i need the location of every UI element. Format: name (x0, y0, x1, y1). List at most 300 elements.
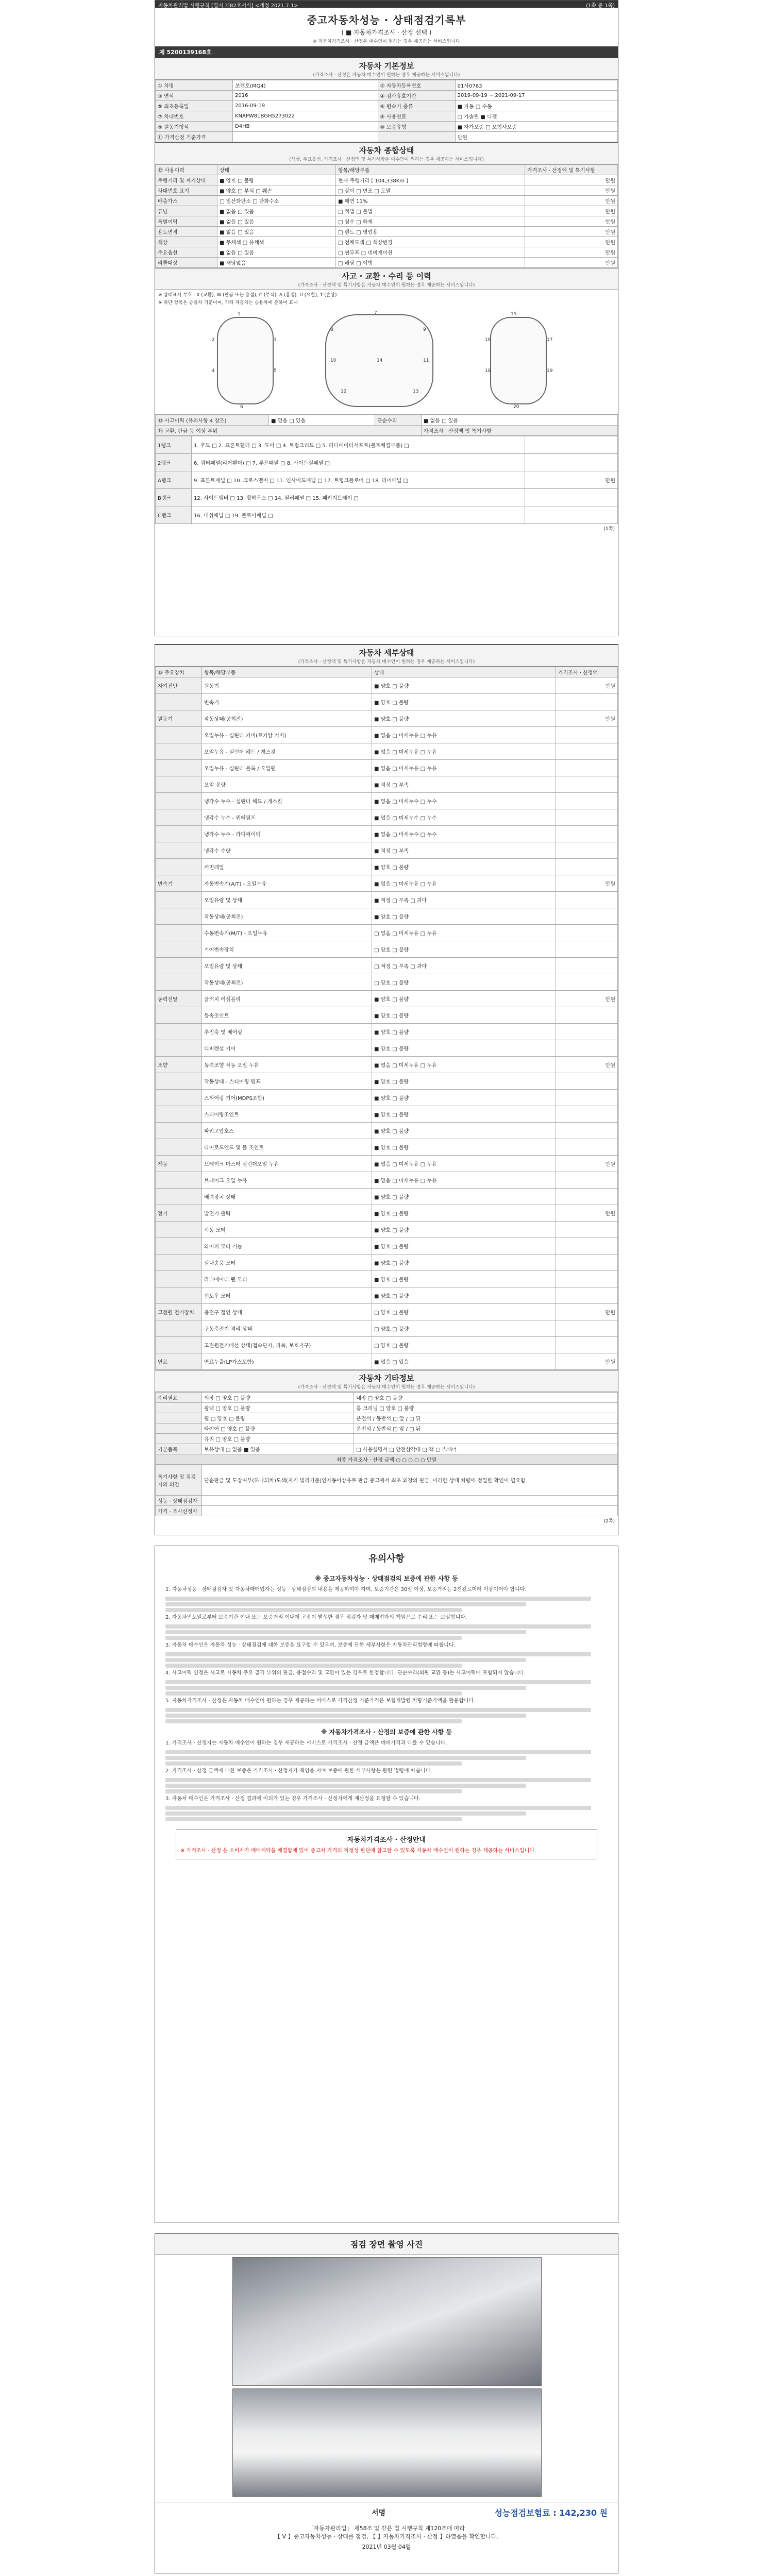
detail-state: ■ 양호 □ 불량 (372, 1205, 556, 1222)
basic-value-2: 만원 (455, 132, 617, 142)
detail-sheet (155, 644, 618, 1535)
inspector-value (202, 1496, 618, 1506)
detail-group: 제동 (156, 1156, 202, 1172)
diagram-number: 11 (423, 358, 429, 363)
basic-label-2: ④ 검사유효기간 (378, 91, 455, 101)
detail-part: 냉각수 누수 - 실린더 헤드 / 개스킷 (202, 793, 372, 809)
notice-text-line (165, 1761, 462, 1766)
detail-state: ■ 양호 □ 불량 (372, 1123, 556, 1139)
detail-part: 오일유량 및 상태 (202, 958, 372, 974)
detail-part: 클러치 어셈블리 (202, 991, 372, 1007)
special-label: 특기사항 및 점검자의 의견 (156, 1465, 202, 1496)
summary-price: 만원 (525, 175, 618, 185)
notice-text-line (165, 1714, 526, 1718)
detail-price: 만원 (556, 1156, 618, 1172)
detail-group (156, 826, 202, 842)
detail-group: 고전원 전기장치 (156, 1304, 202, 1320)
document-title: 중고자동차성능 · 상태점검기록부 (307, 14, 466, 26)
rank-row (156, 489, 618, 506)
accident-heading: 사고 · 교환 · 수리 등 이력 (155, 268, 618, 281)
summary-state: □ 일산화탄소 □ 탄화수소 (217, 196, 336, 206)
other-col-a: 유리 □ 양호 □ 불량 (202, 1434, 354, 1444)
detail-state: □ 양호 □ 불량 (372, 941, 556, 958)
notice-section-1: ※ 중고자동차성능 · 상태점검의 보증에 관한 사항 등 (315, 1575, 458, 1582)
summary-detail: □ 렌트 □ 영업용 (336, 227, 525, 237)
rank-row (156, 506, 618, 524)
other-col-b: □ 사용설명서 □ 안전삼각대 □ 잭 □ 스패너 (354, 1444, 618, 1454)
detail-state: □ 없음 □ 미세누유 □ 누유 (372, 925, 556, 941)
other-row (156, 1413, 618, 1423)
summary-row (156, 216, 618, 227)
summary-item: 주요옵션 (156, 247, 217, 258)
notice-text-line (165, 1597, 591, 1601)
summary-detail: □ 썬루프 □ 네비게이션 (336, 247, 525, 258)
detail-state: ■ 없음 □ 미세누유 □ 누유 (372, 760, 556, 776)
detail-row (156, 1090, 618, 1106)
detail-group (156, 1172, 202, 1189)
detail-price: 만원 (556, 677, 618, 694)
detail-price (556, 1024, 618, 1040)
detail-group (156, 1024, 202, 1040)
detail-row (156, 1057, 618, 1073)
detail-part: 고전원전기배선 상태(접속단자, 피복, 보호기구) (202, 1337, 372, 1353)
basic-value-2: 01사0763 (455, 80, 617, 91)
detail-group (156, 974, 202, 991)
rank-label: 1랭크 (156, 436, 192, 454)
basic-label-2: ② 자동차등록번호 (378, 80, 455, 91)
detail-row (156, 1007, 618, 1024)
other-group (156, 1403, 202, 1413)
basic-value: 2016 (233, 91, 378, 101)
detail-price (556, 1337, 618, 1353)
detail-price (556, 809, 618, 826)
other-row (156, 1423, 618, 1434)
notice-text-line (165, 1691, 462, 1696)
summary-row (156, 175, 618, 185)
other-col-b: 내장 □ 양호 □ 불량 (354, 1393, 618, 1403)
detail-part: 발전기 출력 (202, 1205, 372, 1222)
detail-state: ■ 양호 □ 불량 (372, 908, 556, 925)
detail-group: 전기 (156, 1205, 202, 1222)
detail-price (556, 1139, 618, 1156)
detail-price (556, 760, 618, 776)
notice-text-line (165, 1817, 462, 1821)
simple-repair-label: 단순수리 (375, 415, 421, 426)
detail-group: 연료 (156, 1353, 202, 1370)
basic-value: D4HB (233, 122, 378, 132)
detail-col-price: 가격조사 · 산정액 (556, 667, 618, 677)
detail-price (556, 892, 618, 908)
detail-price (556, 1238, 618, 1255)
detail-group (156, 1123, 202, 1139)
basic-label-2: ⑥ 변속기 종류 (378, 101, 455, 111)
detail-part: 브레이크 마스터 실린더오일 누유 (202, 1156, 372, 1172)
diagram-number: 17 (547, 337, 553, 343)
other-table (155, 1392, 618, 1516)
notice-paragraph: 4. 사고이력 인정은 사고로 자동차 주요 골격 부위의 판금, 용접수리 및 교환이 있는 경우로 한정합니다. 단순수리(외판 교환 등)는 사고이력에 포함되지 않습니다. (165, 1670, 526, 1676)
other-group: 수리필요 (156, 1393, 202, 1403)
detail-price (556, 727, 618, 743)
detail-state: ■ 양호 □ 불량 (372, 1073, 556, 1090)
detail-row (156, 743, 618, 760)
basic-value-2: □ 가솔린 ■ 디젤 (455, 111, 617, 122)
detail-part: 라디에이터 팬 모터 (202, 1271, 372, 1287)
notice-text-line (165, 1686, 526, 1690)
detail-group (156, 694, 202, 710)
basic-value: 2016-09-19 (233, 101, 378, 111)
detail-part: 오일 유량 (202, 776, 372, 793)
notice-section-2: ※ 자동차가격조사 · 산정의 보증에 관한 사항 등 (321, 1728, 452, 1736)
detail-price (556, 793, 618, 809)
notice-text-line (165, 1750, 591, 1754)
detail-state: □ 양호 □ 불량 (372, 1304, 556, 1320)
summary-detail: 현재 주행거리 [ 104,338Km ] (336, 175, 525, 185)
detail-state: ■ 양호 □ 불량 (372, 1222, 556, 1238)
detail-group (156, 908, 202, 925)
detail-price (556, 826, 618, 842)
other-col-a: 타이어 □ 양호 □ 불량 (202, 1423, 354, 1434)
summary-col-price: 가격조사 · 산정액 및 특기사항 (525, 165, 618, 175)
detail-part: 구동축전지 격리 상태 (202, 1320, 372, 1337)
detail-group (156, 958, 202, 974)
detail-state: ■ 양호 □ 불량 (372, 1007, 556, 1024)
basic-row (156, 91, 618, 101)
notice-text-line (165, 1708, 591, 1712)
notice-text-line (165, 1789, 462, 1793)
summary-row (156, 185, 618, 196)
detail-price: 만원 (556, 1353, 618, 1370)
detail-row (156, 1123, 618, 1139)
diagram-number: 5 (274, 368, 277, 374)
basic-label: ③ 연식 (156, 91, 233, 101)
photo-title: 점검 장면 촬영 사진 (155, 2234, 618, 2255)
diagram-number: 1 (238, 312, 241, 317)
notice-paragraph: 2. 자동차인도일로부터 보증기간 이내 또는 보증거리 이내에 고장이 발생한 경우 점검자 및 매매업자의 책임으로 수리 또는 보상합니다. (165, 1615, 467, 1620)
form-page-ref: (1쪽 중 1쪽) (586, 3, 615, 9)
detail-row (156, 1255, 618, 1271)
detail-part: 수동변속기(M/T) - 오일누유 (202, 925, 372, 941)
detail-state: ■ 양호 □ 불량 (372, 1238, 556, 1255)
rank-label: C랭크 (156, 506, 192, 524)
detail-price (556, 941, 618, 958)
diagram-number: 7 (374, 311, 377, 316)
detail-row (156, 908, 618, 925)
detail-group (156, 760, 202, 776)
detail-price (556, 743, 618, 760)
detail-row (156, 1271, 618, 1287)
notice-text-line (165, 1624, 591, 1629)
summary-heading: 자동차 종합상태 (155, 142, 618, 156)
summary-item: 튜닝 (156, 206, 217, 216)
summary-item: 특별이력 (156, 216, 217, 227)
detail-part: 작동상태(공회전) (202, 710, 372, 727)
rank-row (156, 436, 618, 454)
summary-price: 만원 (525, 258, 618, 268)
detail-price: 만원 (556, 991, 618, 1007)
detail-group (156, 925, 202, 941)
basic-label: ⑨ 원동기형식 (156, 122, 233, 132)
other-col-a: 보유상태 □ 없음 ■ 있음 (202, 1444, 354, 1454)
special-text: 단순판금 및 도장여부(하나되차)도색(자기 빛리기준)인자동이상유무 판금 중고에서 최초 외장의 판금, 이러한 상태 차량에 정밀한 확인이 필요함 (202, 1465, 618, 1496)
other-col-b: 운전석 / 동반석 □ 앞 / □ 뒤 (354, 1413, 618, 1423)
detail-row (156, 974, 618, 991)
detail-row (156, 1073, 618, 1090)
detail-price (556, 1271, 618, 1287)
summary-price: 만원 (525, 237, 618, 247)
detail-row (156, 694, 618, 710)
basic-value: KNAPW81BGH5273022 (233, 111, 378, 122)
rank-price (525, 489, 618, 506)
detail-price (556, 1040, 618, 1057)
detail-part: 냉각수 수량 (202, 842, 372, 859)
detail-price (556, 958, 618, 974)
diagram-number: 12 (341, 389, 347, 394)
detail-state: ■ 없음 □ 미세누유 □ 누유 (372, 1156, 556, 1172)
basic-label-2: ⑩ 보증유형 (378, 122, 455, 132)
detail-price: 만원 (556, 1205, 618, 1222)
detail-state: ■ 양호 □ 불량 (372, 1271, 556, 1287)
detail-price: 만원 (556, 1057, 618, 1073)
detail-price (556, 1320, 618, 1337)
summary-row (156, 247, 618, 258)
summary-item: 차대번호 표기 (156, 185, 217, 196)
detail-col-state: 상태 (372, 667, 556, 677)
detail-row (156, 958, 618, 974)
law-line-2: 【 V 】중고자동차성능 · 상태를 점검, 【 】자동차가격조사 · 산정 】하였음을 확인합니다. (275, 2533, 498, 2540)
detail-price (556, 859, 618, 875)
detail-row (156, 1238, 618, 1255)
detail-part: 냉각수 누수 - 워터펌프 (202, 809, 372, 826)
rank-parts: 9. 프론트패널 □ 10. 크로스멤버 □ 11. 인사이드패널 □ 17. 트렁크플로어 □ 18. 리어패널 □ (192, 471, 525, 489)
document-subtitle: ( ■ 자동차가격조사 · 산정 선택 ) (341, 29, 432, 36)
other-row (156, 1403, 618, 1413)
summary-state: ■ 양호 □ 불량 (217, 175, 336, 185)
detail-row (156, 1189, 618, 1205)
detail-price (556, 1106, 618, 1123)
detail-group (156, 809, 202, 826)
rank-price (525, 506, 618, 524)
summary-row (156, 196, 618, 206)
diagram-number: 16 (485, 337, 491, 343)
basic-row (156, 122, 618, 132)
summary-detail: □ 해당 □ 이행 (336, 258, 525, 268)
accident-legend-2: ※ 하단 항목은 승용차 기준이며, 기타 자동차는 승용차에 준하여 표시 (158, 300, 298, 306)
detail-price (556, 1287, 618, 1304)
detail-state: ■ 없음 □ 미세누유 □ 누유 (372, 1172, 556, 1189)
form-law-ref: 자동차관리법 시행규칙 [별지 제82호서식] <개정 2021.7.1> (158, 3, 298, 9)
basic-value-2: 2019-09-19 ~ 2021-09-17 (455, 91, 617, 101)
appraisal-guide-text: ※ 가격조사 · 산정 은 소비자가 매매계약을 체결함에 있어 중고차 가격의 적정성 판단에 참고할 수 있도록 자동차 매수인이 원하는 경우 제공하는 서비스입니다. (180, 1848, 536, 1854)
detail-price: 만원 (556, 710, 618, 727)
notice-title: 유의사항 (368, 1553, 405, 1564)
summary-price: 만원 (525, 247, 618, 258)
notice-text-line (165, 1719, 462, 1723)
inspector-label: 성능 · 상태점검자 (156, 1496, 202, 1506)
detail-row (156, 1222, 618, 1238)
summary-row (156, 206, 618, 216)
notice-text-line (165, 1811, 526, 1816)
detail-part: 윈도우 모터 (202, 1287, 372, 1304)
detail-part: 스티어링조인트 (202, 1106, 372, 1123)
final-price: 최종 가격조사 · 산정 금액 ○ ○ ○ ○ ○ 만원 (156, 1454, 618, 1465)
detail-row (156, 875, 618, 892)
document-number: 제 5200139168호 (155, 46, 618, 58)
summary-price: 만원 (525, 206, 618, 216)
summary-col-usage: ⑫ 사용이력 (156, 165, 217, 175)
detail-state: ■ 없음 □ 미세누수 □ 누수 (372, 809, 556, 826)
basic-row (156, 101, 618, 111)
basic-label: ⑤ 최초등록일 (156, 101, 233, 111)
other-row (156, 1444, 618, 1454)
detail-group (156, 1139, 202, 1156)
notice-text-line (165, 1636, 462, 1640)
notice-paragraph: 2. 가격조사 · 산정 금액에 대한 보증은 가격조사 · 산정자가 책임을 지며 보증에 관한 세부사항은 관련 법령에 따릅니다. (165, 1768, 432, 1774)
detail-price (556, 1007, 618, 1024)
detail-row (156, 892, 618, 908)
detail-row (156, 1205, 618, 1222)
other-group (156, 1423, 202, 1434)
simple-repair-value: ■ 없음 □ 있음 (421, 415, 617, 426)
detail-row (156, 842, 618, 859)
detail-price (556, 908, 618, 925)
sign-date: 2021년 03월 04일 (362, 2544, 411, 2550)
photo-sheet (155, 2233, 618, 2573)
detail-state: □ 양호 □ 불량 (372, 1337, 556, 1353)
summary-state: ■ 양호 □ 부식 □ 훼손 (217, 185, 336, 196)
detail-group (156, 1106, 202, 1123)
detail-part: 작동상태(공회전) (202, 908, 372, 925)
detail-group: 조향 (156, 1057, 202, 1073)
detail-row (156, 1040, 618, 1057)
detail-part: 오일누유 - 실린더 블록 / 오일팬 (202, 760, 372, 776)
detail-state: □ 양호 □ 불량 (372, 1320, 556, 1337)
sign-label: 서명 (372, 2509, 386, 2517)
rank-table (155, 436, 618, 524)
notice-text-line (165, 1784, 526, 1788)
summary-state: ■ 없음 □ 있음 (217, 216, 336, 227)
detail-state: ■ 적정 □ 부족 (372, 776, 556, 793)
accident-legend: ※ 상태표시 부호 : X (교환), W (판금 또는 용접), C (부식), A (흠집), U (요철), T (손상) (158, 293, 337, 298)
detail-col-device: ⑮ 주요장치 (156, 667, 202, 677)
detail-state: ■ 양호 □ 불량 (372, 694, 556, 710)
detail-part: 오일유량 및 상태 (202, 892, 372, 908)
detail-part: 자동변속기(A/T) - 오일누유 (202, 875, 372, 892)
detail-price: 만원 (556, 875, 618, 892)
detail-part: 작동상태(공회전) (202, 974, 372, 991)
notice-paragraph: 3. 자동차 매수인은 가격조사 · 산정 결과에 이의가 있는 경우 가격조사 · 산정자에게 재산정을 요청할 수 있습니다. (165, 1796, 421, 1802)
rank-label: A랭크 (156, 471, 192, 489)
detail-part: 충전구 절연 상태 (202, 1304, 372, 1320)
title-box (155, 8, 618, 46)
summary-item: 용도변경 (156, 227, 217, 237)
notice-text-line (165, 1664, 462, 1668)
summary-state: ■ 없음 □ 있음 (217, 206, 336, 216)
other-col-b (354, 1434, 618, 1444)
detail-group: 자기진단 (156, 677, 202, 694)
summary-state: ■ 무채색 □ 유채색 (217, 237, 336, 247)
detail-part: 파워고압호스 (202, 1123, 372, 1139)
diagram-number: 6 (240, 404, 243, 410)
rank-label: 2랭크 (156, 454, 192, 471)
detail-price (556, 694, 618, 710)
notice-paragraph: 5. 자동차가격조사 · 산정은 자동차 매수인이 원하는 경우 제공하는 서비스로 가격산정 기준가격은 보험개발원 차량기준가액을 활용합니다. (165, 1698, 476, 1704)
detail-state: □ 양호 □ 불량 (372, 974, 556, 991)
detail-part: 작동상태 - 스티어링 펌프 (202, 1073, 372, 1090)
diagram-number: 14 (377, 358, 383, 363)
summary-detail: □ 상이 □ 변조 □ 도말 (336, 185, 525, 196)
detail-state: ■ 양호 □ 불량 (372, 1040, 556, 1057)
detail-part: 타이로드엔드 및 볼 조인트 (202, 1139, 372, 1156)
other-group (156, 1434, 202, 1444)
basic-label: ⑪ 가격산정 기준가격 (156, 132, 233, 142)
parts-label: ⑭ 교환, 판금 등 이상 부위 (156, 426, 422, 436)
car-outline-left (217, 317, 274, 404)
detail-group (156, 1271, 202, 1287)
detail-part: 스티어링 기어(MDPS포함) (202, 1090, 372, 1106)
detail-row (156, 1337, 618, 1353)
detail-state: ■ 양호 □ 불량 (372, 1189, 556, 1205)
detail-price: 만원 (556, 1304, 618, 1320)
detail-group: 동력전달 (156, 991, 202, 1007)
rank-parts: 6. 쿼터패널(리어휀더) □ 7. 루프패널 □ 8. 사이드실패널 □ (192, 454, 525, 471)
detail-group: 원동기 (156, 710, 202, 727)
detail-part: 실내송풍 모터 (202, 1255, 372, 1271)
detail-row (156, 1024, 618, 1040)
rank-price: 만원 (525, 471, 618, 489)
detail-price (556, 1255, 618, 1271)
notice-text-line (165, 1806, 591, 1810)
notice-text-line (165, 1658, 526, 1662)
detail-row (156, 826, 618, 842)
summary-price: 만원 (525, 196, 618, 206)
detail-part: 와이퍼 모터 기능 (202, 1238, 372, 1255)
other-col-a: 휠 □ 양호 □ 불량 (202, 1413, 354, 1423)
detail-row (156, 1156, 618, 1172)
diagram-number: 9 (423, 327, 426, 332)
summary-col-detail: 항목/해당부품 (336, 165, 525, 175)
summary-state: ■ 없음 □ 있음 (217, 227, 336, 237)
basic-value: 쏘렌토(MQ4) (233, 80, 378, 91)
detail-price (556, 842, 618, 859)
summary-detail: □ 적법 □ 불법 (336, 206, 525, 216)
detail-part: 디퍼렌셜 기어 (202, 1040, 372, 1057)
basic-row (156, 132, 618, 142)
detail-group (156, 1189, 202, 1205)
detail-group (156, 1090, 202, 1106)
appraiser-label: 가격 · 조사산정자 (156, 1506, 202, 1516)
detail-row (156, 859, 618, 875)
detail-state: ■ 양호 □ 불량 (372, 991, 556, 1007)
detail-part: 배력장치 상태 (202, 1189, 372, 1205)
notice-text-line (165, 1680, 591, 1684)
summary-row (156, 227, 618, 237)
summary-state: ■ 해당없음 (217, 258, 336, 268)
summary-price: 만원 (525, 216, 618, 227)
detail-price (556, 1189, 618, 1205)
car-diagram (155, 307, 618, 415)
detail-col-part: 항목/해당부품 (202, 667, 372, 677)
accident-history-table (155, 415, 618, 436)
law-statement (155, 2522, 618, 2553)
appraisal-guide-title: 자동차가격조사 · 산정안내 (347, 1836, 426, 1844)
detail-state: ■ 양호 □ 불량 (372, 859, 556, 875)
basic-value (233, 132, 378, 142)
detail-state: ■ 양호 □ 불량 (372, 1255, 556, 1271)
summary-detail: ■ 매연 11% (336, 196, 525, 206)
summary-note: (색상, 주요옵션, 가격조사 · 산정액 및 특기사항은 매수인이 원하는 경우 제공하는 서비스입니다) (155, 156, 618, 164)
notice-paragraph: 1. 자동차성능 · 상태점검자 및 자동차매매업자는 성능 · 상태점검의 내용을 제공하여야 하며, 보증기간은 30일 이상, 보증거리는 2천킬로미터 이상이어야 합니다. (165, 1587, 527, 1592)
other-row (156, 1434, 618, 1444)
